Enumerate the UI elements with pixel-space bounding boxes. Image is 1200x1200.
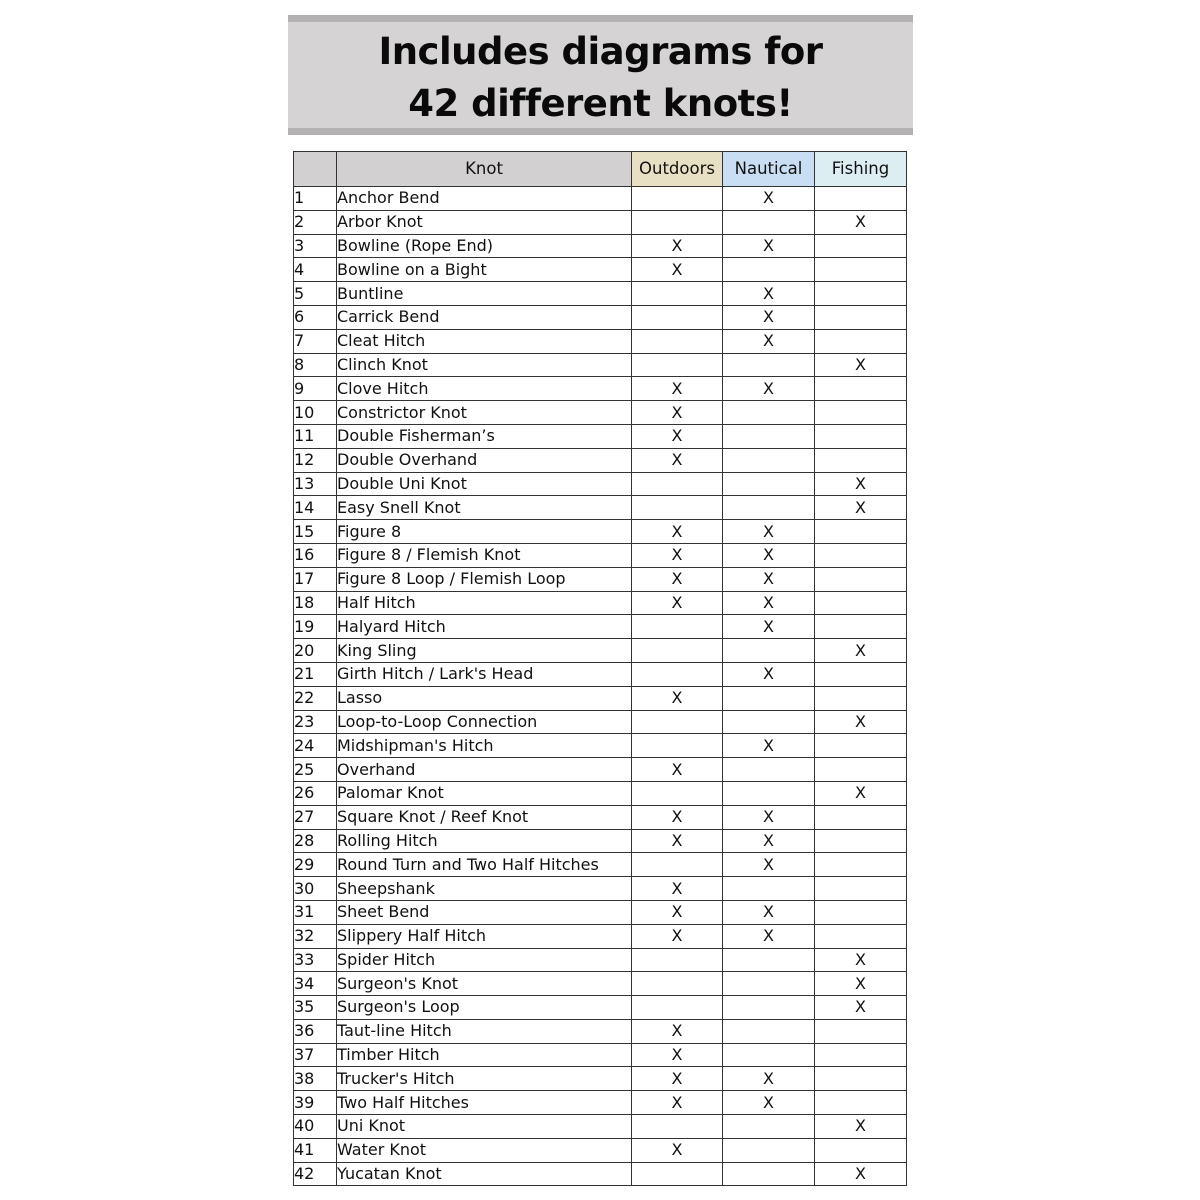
knot-name: Midshipman's Hitch <box>337 734 632 758</box>
nautical-mark: X <box>723 305 815 329</box>
row-number: 28 <box>294 829 337 853</box>
knot-name: Easy Snell Knot <box>337 496 632 520</box>
outdoors-mark: X <box>632 401 723 425</box>
knot-name: Girth Hitch / Lark's Head <box>337 662 632 686</box>
outdoors-mark <box>632 710 723 734</box>
table-row <box>294 639 907 663</box>
outdoors-mark <box>632 472 723 496</box>
outdoors-mark <box>632 948 723 972</box>
outdoors-mark: X <box>632 448 723 472</box>
nautical-mark <box>723 710 815 734</box>
table-row <box>294 401 907 425</box>
knot-name: Overhand <box>337 758 632 782</box>
nautical-mark <box>723 424 815 448</box>
row-number: 2 <box>294 210 337 234</box>
outdoors-mark: X <box>632 520 723 544</box>
nautical-mark: X <box>723 924 815 948</box>
knot-name: Water Knot <box>337 1138 632 1162</box>
outdoors-mark <box>632 615 723 639</box>
nautical-mark: X <box>723 1067 815 1091</box>
knot-name: Double Fisherman’s <box>337 424 632 448</box>
row-number: 8 <box>294 353 337 377</box>
knot-name: Uni Knot <box>337 1115 632 1139</box>
fishing-mark <box>815 282 907 306</box>
row-number: 7 <box>294 329 337 353</box>
outdoors-mark <box>632 639 723 663</box>
outdoors-mark <box>632 734 723 758</box>
row-number: 6 <box>294 305 337 329</box>
knot-name: Bowline (Rope End) <box>337 234 632 258</box>
knot-name: Square Knot / Reef Knot <box>337 805 632 829</box>
nautical-mark: X <box>723 329 815 353</box>
fishing-mark: X <box>815 472 907 496</box>
table-row <box>294 424 907 448</box>
fishing-mark <box>815 1067 907 1091</box>
nautical-mark <box>723 1019 815 1043</box>
knot-name: Bowline on a Bight <box>337 258 632 282</box>
nautical-mark: X <box>723 282 815 306</box>
fishing-mark <box>815 877 907 901</box>
outdoors-mark: X <box>632 567 723 591</box>
outdoors-mark <box>632 972 723 996</box>
table-row <box>294 877 907 901</box>
row-number: 39 <box>294 1091 337 1115</box>
fishing-mark: X <box>815 972 907 996</box>
nautical-mark: X <box>723 543 815 567</box>
table-row <box>294 234 907 258</box>
knot-name: Palomar Knot <box>337 781 632 805</box>
row-number: 25 <box>294 758 337 782</box>
nautical-mark: X <box>723 377 815 401</box>
row-number: 11 <box>294 424 337 448</box>
outdoors-mark <box>632 353 723 377</box>
row-number: 32 <box>294 924 337 948</box>
outdoors-mark: X <box>632 258 723 282</box>
row-number: 4 <box>294 258 337 282</box>
outdoors-mark: X <box>632 1138 723 1162</box>
fishing-mark <box>815 1091 907 1115</box>
knot-name: Lasso <box>337 686 632 710</box>
outdoors-mark: X <box>632 924 723 948</box>
knot-name: King Sling <box>337 639 632 663</box>
fishing-mark <box>815 615 907 639</box>
fishing-mark <box>815 424 907 448</box>
knot-name: Clinch Knot <box>337 353 632 377</box>
fishing-mark <box>815 924 907 948</box>
table-row <box>294 1115 907 1139</box>
table-row <box>294 710 907 734</box>
knot-name: Halyard Hitch <box>337 615 632 639</box>
outdoors-mark: X <box>632 829 723 853</box>
fishing-mark <box>815 401 907 425</box>
fishing-mark <box>815 805 907 829</box>
nautical-mark <box>723 472 815 496</box>
header-knot: Knot <box>337 152 632 187</box>
table-row <box>294 924 907 948</box>
fishing-mark <box>815 734 907 758</box>
nautical-mark: X <box>723 1091 815 1115</box>
row-number: 26 <box>294 781 337 805</box>
outdoors-mark: X <box>632 877 723 901</box>
table-row <box>294 1138 907 1162</box>
outdoors-mark: X <box>632 805 723 829</box>
nautical-mark <box>723 210 815 234</box>
outdoors-mark: X <box>632 758 723 782</box>
fishing-mark <box>815 1043 907 1067</box>
table-row <box>294 472 907 496</box>
row-number: 3 <box>294 234 337 258</box>
nautical-mark: X <box>723 520 815 544</box>
fishing-mark <box>815 448 907 472</box>
nautical-mark <box>723 258 815 282</box>
nautical-mark <box>723 781 815 805</box>
nautical-mark: X <box>723 567 815 591</box>
row-number: 33 <box>294 948 337 972</box>
table-row <box>294 448 907 472</box>
table-row <box>294 662 907 686</box>
table-row <box>294 210 907 234</box>
knot-name: Arbor Knot <box>337 210 632 234</box>
outdoors-mark <box>632 1162 723 1186</box>
table-row <box>294 377 907 401</box>
knot-table <box>293 151 907 1186</box>
title-banner <box>288 15 913 135</box>
table-row <box>294 1091 907 1115</box>
row-number: 42 <box>294 1162 337 1186</box>
table-row <box>294 353 907 377</box>
table-row <box>294 1043 907 1067</box>
nautical-mark: X <box>723 187 815 211</box>
row-number: 16 <box>294 543 337 567</box>
knot-name: Sheepshank <box>337 877 632 901</box>
row-number: 37 <box>294 1043 337 1067</box>
knot-name: Timber Hitch <box>337 1043 632 1067</box>
fishing-mark: X <box>815 353 907 377</box>
row-number: 12 <box>294 448 337 472</box>
table-row <box>294 686 907 710</box>
knot-name: Surgeon's Loop <box>337 996 632 1020</box>
knot-name: Figure 8 / Flemish Knot <box>337 543 632 567</box>
knot-name: Loop-to-Loop Connection <box>337 710 632 734</box>
nautical-mark: X <box>723 734 815 758</box>
fishing-mark <box>815 377 907 401</box>
table-row <box>294 805 907 829</box>
fishing-mark <box>815 1138 907 1162</box>
outdoors-mark <box>632 853 723 877</box>
table-row <box>294 972 907 996</box>
knot-name: Constrictor Knot <box>337 401 632 425</box>
table-row <box>294 734 907 758</box>
outdoors-mark: X <box>632 1091 723 1115</box>
nautical-mark <box>723 1043 815 1067</box>
fishing-mark <box>815 662 907 686</box>
fishing-mark: X <box>815 1162 907 1186</box>
fishing-mark <box>815 686 907 710</box>
nautical-mark <box>723 1138 815 1162</box>
outdoors-mark <box>632 996 723 1020</box>
table-row <box>294 305 907 329</box>
outdoors-mark: X <box>632 1043 723 1067</box>
table-row <box>294 996 907 1020</box>
outdoors-mark <box>632 187 723 211</box>
nautical-mark <box>723 353 815 377</box>
table-row <box>294 187 907 211</box>
row-number: 18 <box>294 591 337 615</box>
row-number: 22 <box>294 686 337 710</box>
nautical-mark <box>723 948 815 972</box>
table-row <box>294 282 907 306</box>
fishing-mark: X <box>815 781 907 805</box>
knot-name: Double Uni Knot <box>337 472 632 496</box>
row-number: 29 <box>294 853 337 877</box>
knot-name: Two Half Hitches <box>337 1091 632 1115</box>
outdoors-mark <box>632 1115 723 1139</box>
fishing-mark <box>815 829 907 853</box>
knot-name: Anchor Bend <box>337 187 632 211</box>
nautical-mark <box>723 877 815 901</box>
table-row <box>294 496 907 520</box>
table-row <box>294 543 907 567</box>
row-number: 35 <box>294 996 337 1020</box>
header-nautical: Nautical <box>723 152 815 187</box>
nautical-mark: X <box>723 234 815 258</box>
knot-name: Sheet Bend <box>337 900 632 924</box>
outdoors-mark <box>632 305 723 329</box>
outdoors-mark: X <box>632 377 723 401</box>
fishing-mark <box>815 1019 907 1043</box>
outdoors-mark: X <box>632 686 723 710</box>
table-row <box>294 591 907 615</box>
row-number: 13 <box>294 472 337 496</box>
outdoors-mark <box>632 662 723 686</box>
row-number: 31 <box>294 900 337 924</box>
outdoors-mark: X <box>632 1067 723 1091</box>
fishing-mark <box>815 758 907 782</box>
nautical-mark <box>723 996 815 1020</box>
knot-name: Clove Hitch <box>337 377 632 401</box>
fishing-mark: X <box>815 496 907 520</box>
outdoors-mark: X <box>632 900 723 924</box>
banner-line-1: Includes diagrams for <box>378 30 823 73</box>
fishing-mark: X <box>815 996 907 1020</box>
row-number: 36 <box>294 1019 337 1043</box>
nautical-mark <box>723 1162 815 1186</box>
row-number: 19 <box>294 615 337 639</box>
header-outdoors: Outdoors <box>632 152 723 187</box>
fishing-mark <box>815 258 907 282</box>
table-row <box>294 329 907 353</box>
fishing-mark <box>815 853 907 877</box>
fishing-mark: X <box>815 948 907 972</box>
table-row <box>294 615 907 639</box>
row-number: 17 <box>294 567 337 591</box>
fishing-mark <box>815 329 907 353</box>
table-row <box>294 853 907 877</box>
knot-name: Half Hitch <box>337 591 632 615</box>
fishing-mark: X <box>815 639 907 663</box>
row-number: 15 <box>294 520 337 544</box>
nautical-mark <box>723 972 815 996</box>
table-row <box>294 758 907 782</box>
table-row <box>294 829 907 853</box>
nautical-mark <box>723 686 815 710</box>
nautical-mark: X <box>723 591 815 615</box>
knot-name: Trucker's Hitch <box>337 1067 632 1091</box>
knot-name: Figure 8 Loop / Flemish Loop <box>337 567 632 591</box>
outdoors-mark <box>632 282 723 306</box>
row-number: 30 <box>294 877 337 901</box>
table-row <box>294 781 907 805</box>
fishing-mark <box>815 305 907 329</box>
row-number: 34 <box>294 972 337 996</box>
knot-name: Rolling Hitch <box>337 829 632 853</box>
knot-name: Figure 8 <box>337 520 632 544</box>
outdoors-mark <box>632 781 723 805</box>
table-row <box>294 948 907 972</box>
knot-name: Round Turn and Two Half Hitches <box>337 853 632 877</box>
row-number: 5 <box>294 282 337 306</box>
nautical-mark: X <box>723 805 815 829</box>
nautical-mark <box>723 1115 815 1139</box>
row-number: 27 <box>294 805 337 829</box>
table-row <box>294 1067 907 1091</box>
table-row <box>294 900 907 924</box>
fishing-mark <box>815 187 907 211</box>
outdoors-mark <box>632 496 723 520</box>
knot-name: Cleat Hitch <box>337 329 632 353</box>
fishing-mark <box>815 520 907 544</box>
knot-name: Buntline <box>337 282 632 306</box>
header-number <box>294 152 337 187</box>
nautical-mark <box>723 639 815 663</box>
row-number: 23 <box>294 710 337 734</box>
nautical-mark <box>723 448 815 472</box>
table-row <box>294 258 907 282</box>
row-number: 9 <box>294 377 337 401</box>
knot-name: Spider Hitch <box>337 948 632 972</box>
row-number: 21 <box>294 662 337 686</box>
outdoors-mark <box>632 329 723 353</box>
table-row <box>294 1019 907 1043</box>
knot-name: Slippery Half Hitch <box>337 924 632 948</box>
fishing-mark <box>815 900 907 924</box>
table-row <box>294 1162 907 1186</box>
outdoors-mark: X <box>632 591 723 615</box>
table-header-row <box>294 152 907 187</box>
fishing-mark: X <box>815 210 907 234</box>
outdoors-mark <box>632 210 723 234</box>
row-number: 38 <box>294 1067 337 1091</box>
row-number: 1 <box>294 187 337 211</box>
nautical-mark: X <box>723 829 815 853</box>
nautical-mark <box>723 496 815 520</box>
fishing-mark: X <box>815 1115 907 1139</box>
row-number: 40 <box>294 1115 337 1139</box>
outdoors-mark: X <box>632 1019 723 1043</box>
fishing-mark <box>815 591 907 615</box>
knot-name: Surgeon's Knot <box>337 972 632 996</box>
header-fishing: Fishing <box>815 152 907 187</box>
nautical-mark <box>723 758 815 782</box>
row-number: 20 <box>294 639 337 663</box>
knot-name: Double Overhand <box>337 448 632 472</box>
knot-name: Carrick Bend <box>337 305 632 329</box>
fishing-mark <box>815 543 907 567</box>
banner-line-2: 42 different knots! <box>408 82 793 125</box>
row-number: 24 <box>294 734 337 758</box>
nautical-mark: X <box>723 615 815 639</box>
outdoors-mark: X <box>632 234 723 258</box>
outdoors-mark: X <box>632 543 723 567</box>
nautical-mark: X <box>723 853 815 877</box>
nautical-mark: X <box>723 662 815 686</box>
knot-name: Yucatan Knot <box>337 1162 632 1186</box>
fishing-mark <box>815 234 907 258</box>
table-row <box>294 567 907 591</box>
nautical-mark: X <box>723 900 815 924</box>
row-number: 41 <box>294 1138 337 1162</box>
outdoors-mark: X <box>632 424 723 448</box>
fishing-mark <box>815 567 907 591</box>
nautical-mark <box>723 401 815 425</box>
table-body <box>294 187 907 1186</box>
fishing-mark: X <box>815 710 907 734</box>
row-number: 10 <box>294 401 337 425</box>
table-row <box>294 520 907 544</box>
knot-name: Taut-line Hitch <box>337 1019 632 1043</box>
row-number: 14 <box>294 496 337 520</box>
